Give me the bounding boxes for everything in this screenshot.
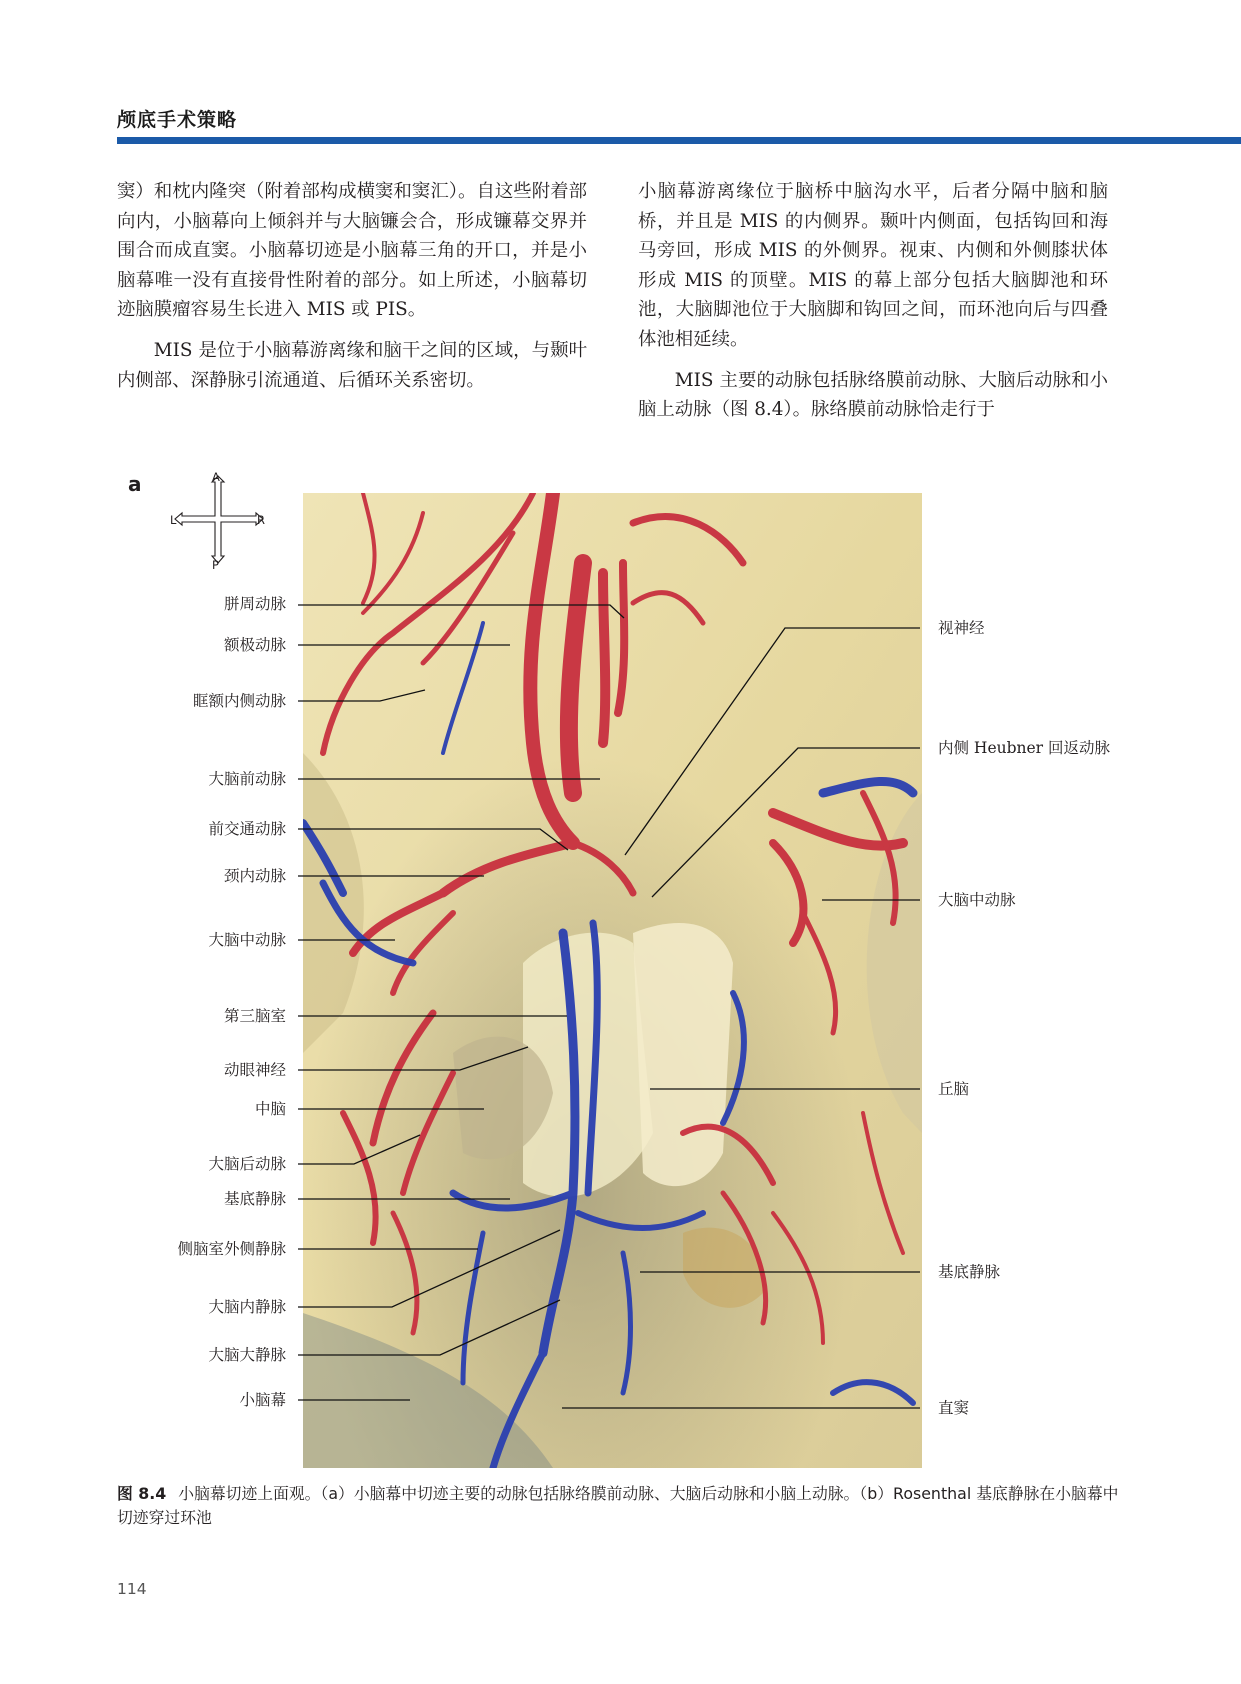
label-posterior-cerebral-artery: 大脑后动脉 [208, 1155, 286, 1173]
running-header-title: 颅底手术策略 [117, 109, 238, 131]
figure-caption-text: 小脑幕切迹上面观。（a）小脑幕中切迹主要的动脉包括脉络膜前动脉、大脑后动脉和小脑上动脉。（b）Rosenthal 基底静脉在小脑幕中切迹穿过环池 [117, 1484, 1119, 1527]
paragraph: 小脑幕游离缘位于脑桥中脑沟水平，后者分隔中脑和脑桥，并且是 MIS 的内侧界。颞叶内侧面，包括钩回和海马旁回，形成 MIS 的外侧界。视束、内侧和外侧膝状体形成 MIS 的顶壁。MIS 的幕上部分包括大脑脚池和环池，大脑脚池位于大脑脚和钩回之间，而环池向后与四叠体池相延续。 [638, 181, 1108, 350]
compass-left: L [170, 513, 177, 527]
figure-panel-letter: a [128, 472, 142, 496]
compass-anterior: A [212, 470, 220, 484]
label-anterior-cerebral-artery: 大脑前动脉 [208, 770, 286, 788]
label-internal-cerebral-vein: 大脑内静脉 [208, 1298, 286, 1316]
label-medial-orbitofrontal-artery: 眶额内侧动脉 [192, 692, 286, 710]
compass-posterior: P [212, 558, 219, 572]
label-tentorium: 小脑幕 [239, 1391, 286, 1409]
figure-caption [117, 1482, 1127, 1530]
label-oculomotor-nerve: 动眼神经 [223, 1061, 286, 1079]
label-optic-nerve: 视神经 [938, 619, 985, 637]
page-number: 114 [117, 1580, 147, 1598]
label-midbrain: 中脑 [254, 1100, 286, 1118]
label-frontopolar-artery: 额极动脉 [223, 636, 286, 654]
label-third-ventricle: 第三脑室 [223, 1007, 286, 1025]
label-recurrent-artery-of-heubner: 内侧 Heubner 回返动脉 [938, 739, 1111, 757]
label-lateral-atrial-vein: 侧脑室外侧静脉 [177, 1240, 286, 1258]
compass-right: R [257, 513, 265, 527]
label-thalamus: 丘脑 [938, 1080, 970, 1098]
label-anterior-communicating-artery: 前交通动脉 [208, 820, 286, 838]
label-basal-vein-left: 基底静脉 [223, 1190, 286, 1208]
label-straight-sinus: 直窦 [938, 1399, 970, 1417]
label-middle-cerebral-artery-right: 大脑中动脉 [938, 891, 1016, 909]
paragraph: MIS 是位于小脑幕游离缘和脑干之间的区域，与颞叶内侧部、深静脉引流通道、后循环关系密切。 [117, 339, 587, 391]
label-middle-cerebral-artery-left: 大脑中动脉 [208, 931, 286, 949]
figure-number: 图 8.4 [117, 1484, 167, 1503]
label-internal-carotid-artery: 颈内动脉 [223, 867, 286, 885]
label-pericallosal-artery: 胼周动脉 [223, 595, 286, 613]
label-basal-vein-right: 基底静脉 [938, 1263, 1001, 1281]
paragraph: 窦）和枕内隆突（附着部构成横窦和窦汇）。自这些附着部向内，小脑幕向上倾斜并与大脑镰会合，形成镰幕交界并围合而成直窦。小脑幕切迹是小脑幕三角的开口，并是小脑幕唯一没有直接骨性附着的部分。如上所述，小脑幕切迹脑膜瘤容易生长进入 MIS 或 PIS。 [117, 181, 587, 321]
paragraph: MIS 主要的动脉包括脉络膜前动脉、大脑后动脉和小脑上动脉（图 8.4）。脉络膜前动脉恰走行于 [638, 369, 1108, 421]
label-great-cerebral-vein: 大脑大静脉 [208, 1346, 286, 1364]
